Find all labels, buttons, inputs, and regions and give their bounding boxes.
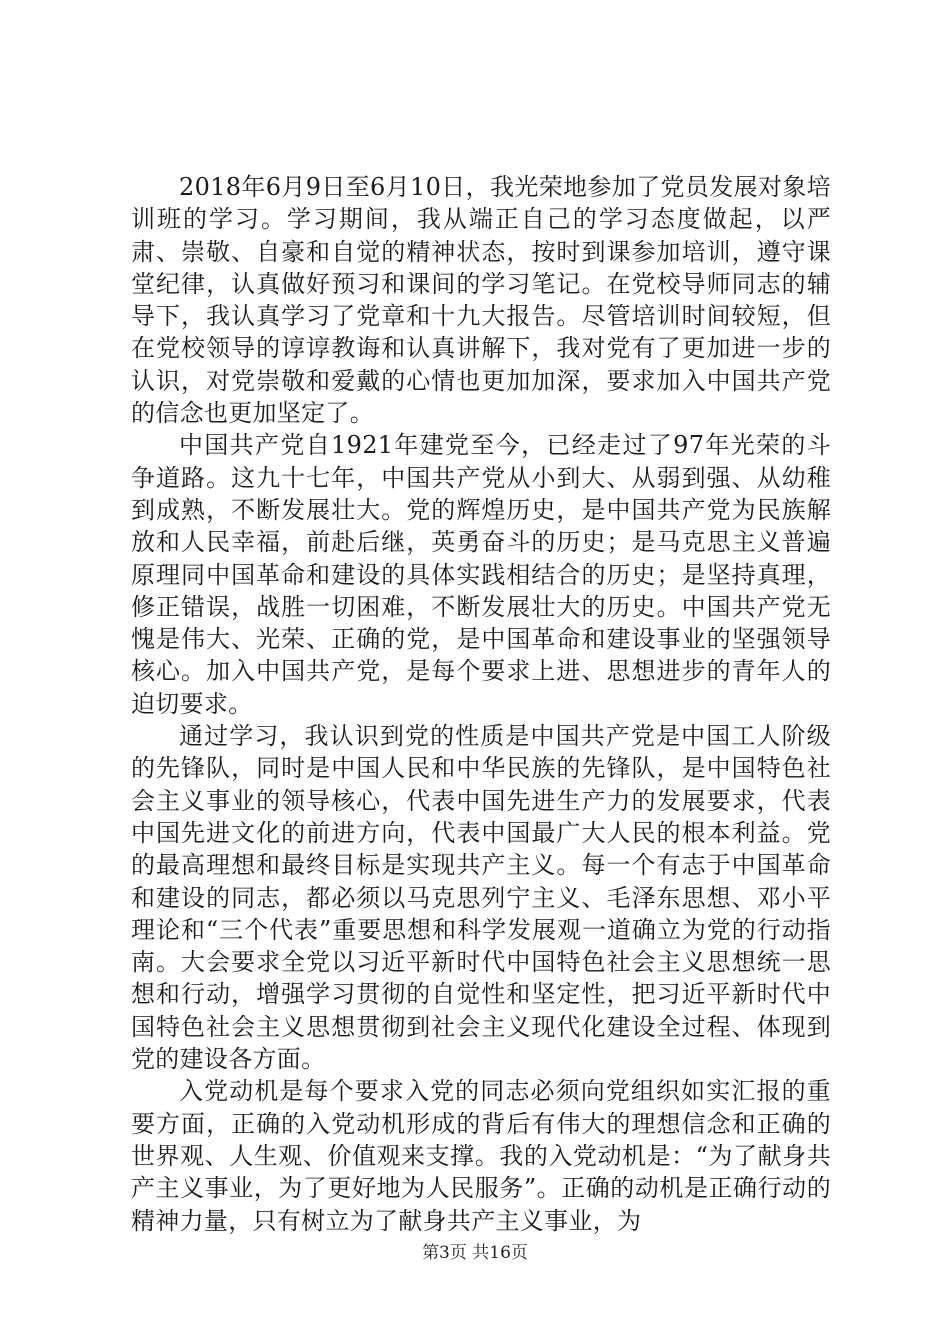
- document-body: [131, 171, 831, 1237]
- paragraph-1: 2018年6月9日至6月10日，我光荣地参加了党员发展对象培训班的学习。学习期间，我从端正自己的学习态度做起，以严肃、崇敬、自豪和自觉的精神状态，按时到课参加培训，遵守课堂纪律，认真做好预习和课间的学习笔记。在党校导师同志的辅导下，我认真学习了党章和十九大报告。尽管培训时间较短，但在党校领导的谆谆教诲和认真讲解下，我对党有了更加进一步的认识，对党崇敬和爱戴的心情也更加加深，要求加入中国共产党的信念也更加坚定了。: [131, 173, 831, 428]
- page-number-footer: 第3页 共16页: [422, 1243, 528, 1263]
- paragraph-2: 中国共产党自1921年建党至今，已经走过了97年光荣的斗争道路。这九十七年，中国共产党从小到大、从弱到强、从幼稚到成熟，不断发展壮大。党的辉煌历史，是中国共产党为民族解放和人民幸福，前赴后继，英勇奋斗的历史；是马克思主义普遍原理同中国革命和建设的具体实践相结合的历史；是坚持真理，修正错误，战胜一切困难，不断发展壮大的历史。中国共产党无愧是伟大、光荣、正确的党，是中国革命和建设事业的坚强领导核心。加入中国共产党，是每个要求上进、思想进步的青年人的迫切要求。: [131, 431, 831, 718]
- paragraph-3: 通过学习，我认识到党的性质是中国共产党是中国工人阶级的先锋队，同时是中国人民和中华民族的先锋队，是中国特色社会主义事业的领导核心，代表中国先进生产力的发展要求，代表中国先进文化的前进方向，代表中国最广大人民的根本利益。党的最高理想和最终目标是实现共产主义。每一个有志于中国革命和建设的同志，都必须以马克思列宁主义、毛泽东思想、邓小平理论和“三个代表”重要思想和科学发展观一道确立为党的行动指南。大会要求全党以习近平新时代中国特色社会主义思想统一思想和行动，增强学习贯彻的自觉性和坚定性，把习近平新时代中国特色社会主义思想贯彻到社会主义现代化建设全过程、体现到党的建设各方面。: [131, 722, 831, 1074]
- paragraph-4: 入党动机是每个要求入党的同志必须向党组织如实汇报的重要方面，正确的入党动机形成的背后有伟大的理想信念和正确的世界观、人生观、价值观来支撑。我的入党动机是：“为了献身共产主义事业，为了更好地为人民服务”。正确的动机是正确行动的精神力量，只有树立为了献身共产主义事业，为: [131, 1077, 831, 1235]
